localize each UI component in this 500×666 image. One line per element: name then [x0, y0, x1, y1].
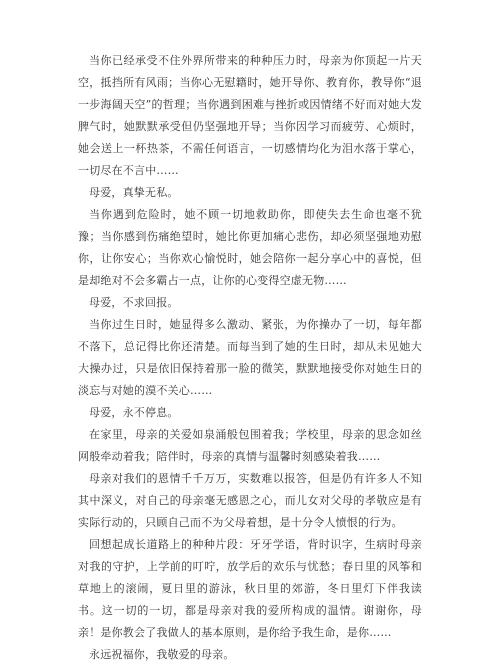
heading-selfless: 母爱，真挚无私。	[89, 186, 179, 199]
closing-blessing: 永远祝福你，我敬爱的母亲。	[89, 648, 235, 661]
paragraph-home-school: 在家里，母亲的关爱如泉涌般包围着我；学校里，母亲的思念如丝网般牵动着我；陪伴时，母亲的真情与温馨时刻感染着我……	[78, 428, 422, 463]
paragraph-danger: 当你遇到危险时，她不顾一切地救助你，即使失去生命也毫不犹豫；当你感到伤痛绝望时，她比你更加痛心悲伤，却必须坚强地劝慰你，让你安心；当你欢心愉悦时，她会陪你一起分享心中的喜悦，但是却绝对不会多霸占一点，让你的心变得空虚无物……	[78, 208, 422, 287]
paragraph-pressure: 当你已经承受不住外界所带来的种种压力时，母亲为你顶起一片天空，抵挡所有风雨；当你心无慰籍时，她开导你、教育你，教导你“退一步海阔天空”的哲理；当你遇到困难与挫折或因情绪不好而对她大发脾气时，她默默承受但仍坚强地开导；当你因学习而疲劳、心烦时，她会送上一杯热茶，不需任何语言，一切感情均化为泪水落于掌心，一切尽在不言中……	[78, 54, 422, 177]
heading-no-return: 母爱，不求回报。	[89, 296, 179, 309]
paragraph-memories: 回想起成长道路上的种种片段：牙牙学语，背时识字，生病时母亲对我的守护，上学前的叮咛，放学后的欢乐与忧愁；春日里的风筝和草地上的滚闹，夏日里的游泳，秋日里的郊游，冬日里灯下伴我读书。这一切的一切，都是母亲对我的爱所构成的温情。谢谢你，母亲！是你教会了我做人的基本原则，是你给予我生命，是你……	[78, 538, 422, 639]
heading-never-stops: 母爱，永不停息。	[89, 406, 179, 419]
paragraph-gratitude: 母亲对我们的恩情千千万万，实数难以报答，但是仍有许多人不知其中深义，对自己的母亲毫无感恩之心，而儿女对父母的孝敬应是有实际行动的，只顾自己而不为父母着想，是十分令人愤恨的行为。	[78, 472, 422, 529]
paragraph-birthday: 当你过生日时，她显得多么激动、紧张，为你操办了一切，每年都不落下，总记得比你还清楚。而每当到了她的生日时，却从未见她大大操办过，只是依旧保持着那一脸的微笑，默默地接受你对她生日的淡忘与对她的漠不关心……	[78, 318, 422, 397]
